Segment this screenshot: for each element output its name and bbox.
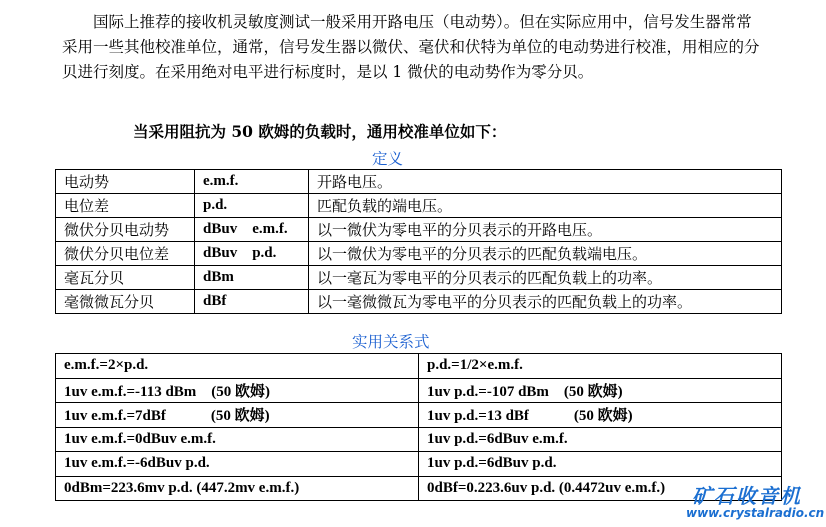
meaning-cell: 以一微伏为零电平的分贝表示的开路电压。 <box>309 218 782 242</box>
term-cell: 电动势 <box>56 170 195 194</box>
table-row <box>56 378 782 403</box>
table-row <box>56 194 782 218</box>
meaning-cell: 以一微伏为零电平的分贝表示的匹配负载端电压。 <box>309 242 782 266</box>
pd-relation-cell: 1uv p.d.=13 dBf (50 欧姆) <box>419 403 782 428</box>
watermark-url: www.crystalradio.cn <box>686 506 825 520</box>
table-row <box>56 452 782 477</box>
pd-relation-cell: 1uv p.d.=6dBuv e.m.f. <box>419 427 782 452</box>
term-cell: 毫瓦分贝 <box>56 266 195 290</box>
table-row <box>56 290 782 314</box>
watermark-logo-text: 矿石收音机 <box>692 484 802 508</box>
emf-relation-cell: e.m.f.=2×p.d. <box>56 354 419 379</box>
table-row <box>56 170 782 194</box>
abbr-cell: e.m.f. <box>195 170 309 194</box>
abbr-cell: dBuv e.m.f. <box>195 218 309 242</box>
intro-paragraph: 国际上推荐的接收机灵敏度测试一般采用开路电压（电动势）。但在实际应用中，信号发生器常常采用一些其他校准单位，通常，信号发生器以微伏、毫伏和伏特为单位的电动势进行校准，用相应的分贝进行刻度。在采用绝对电平进行标度时，是以 1 微伏的电动势作为零分贝。 <box>62 13 760 81</box>
table-row <box>56 354 782 379</box>
table-row <box>56 218 782 242</box>
definitions-caption: 定义 <box>372 150 404 168</box>
abbr-cell: p.d. <box>195 194 309 218</box>
meaning-cell: 以一毫瓦为零电平的分贝表示的匹配负载上的功率。 <box>309 266 782 290</box>
table-row <box>56 242 782 266</box>
term-cell: 电位差 <box>56 194 195 218</box>
emf-relation-cell: 1uv e.m.f.=-113 dBm (50 欧姆) <box>56 378 419 403</box>
definitions-table <box>55 169 782 314</box>
relations-caption: 实用关系式 <box>352 333 430 351</box>
site-watermark <box>676 478 824 527</box>
load-note: 当采用阻抗为 50 欧姆的负载时，通用校准单位如下： <box>133 122 507 141</box>
meaning-cell: 开路电压。 <box>309 170 782 194</box>
term-cell: 微伏分贝电动势 <box>56 218 195 242</box>
emf-relation-cell: 0dBm=223.6mv p.d. (447.2mv e.m.f.) <box>56 476 419 501</box>
table-row <box>56 427 782 452</box>
relations-table <box>55 353 782 501</box>
abbr-cell: dBf <box>195 290 309 314</box>
pd-relation-cell: 1uv p.d.=6dBuv p.d. <box>419 452 782 477</box>
abbr-cell: dBm <box>195 266 309 290</box>
pd-relation-cell: p.d.=1/2×e.m.f. <box>419 354 782 379</box>
table-row <box>56 476 782 501</box>
pd-relation-cell: 1uv p.d.=-107 dBm (50 欧姆) <box>419 378 782 403</box>
table-row <box>56 266 782 290</box>
emf-relation-cell: 1uv e.m.f.=-6dBuv p.d. <box>56 452 419 477</box>
emf-relation-cell: 1uv e.m.f.=7dBf (50 欧姆) <box>56 403 419 428</box>
meaning-cell: 匹配负载的端电压。 <box>309 194 782 218</box>
meaning-cell: 以一毫微微瓦为零电平的分贝表示的匹配负载上的功率。 <box>309 290 782 314</box>
table-row <box>56 403 782 428</box>
abbr-cell: dBuv p.d. <box>195 242 309 266</box>
pd-relation-cell: 0dBf=0.223.6uv p.d. (0.4472uv e.m.f.) <box>419 476 782 501</box>
term-cell: 毫微微瓦分贝 <box>56 290 195 314</box>
emf-relation-cell: 1uv e.m.f.=0dBuv e.m.f. <box>56 427 419 452</box>
term-cell: 微伏分贝电位差 <box>56 242 195 266</box>
